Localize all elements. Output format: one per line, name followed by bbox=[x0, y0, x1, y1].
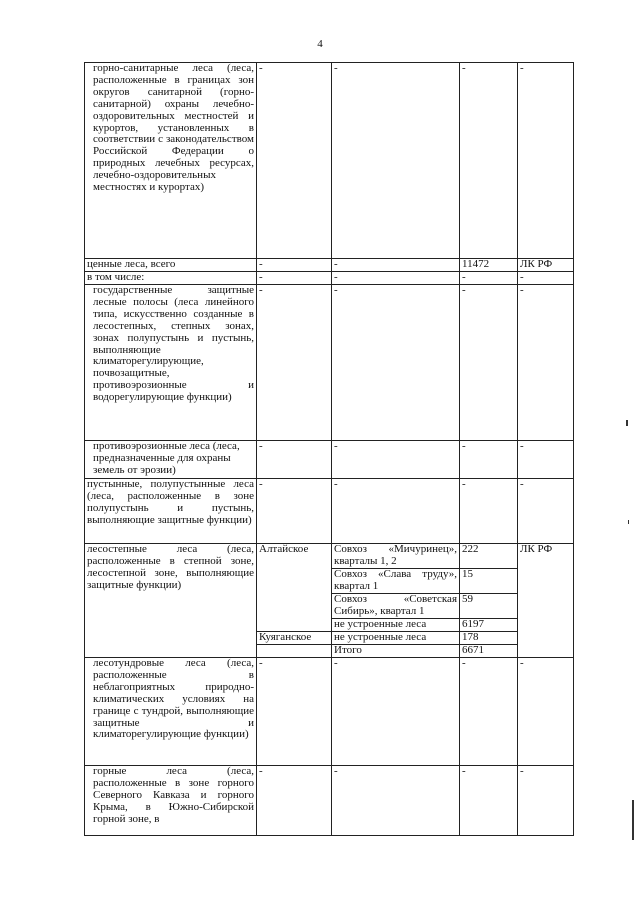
location-cell: - bbox=[332, 658, 460, 766]
basis-cell: - bbox=[518, 285, 574, 441]
category-cell: противоэрозионные леса (леса, предназначенные для охраны земель от эрозии) bbox=[85, 441, 257, 479]
table-row bbox=[85, 285, 574, 441]
table-row bbox=[85, 441, 574, 479]
forestry-cell: - bbox=[257, 63, 332, 259]
table-row bbox=[85, 479, 574, 544]
forestry-cell: - bbox=[257, 259, 332, 272]
area-cell: 178 bbox=[460, 632, 518, 645]
area-cell: - bbox=[460, 766, 518, 836]
forestry-cell: Алтайское bbox=[257, 544, 332, 632]
basis-cell: - bbox=[518, 441, 574, 479]
area-cell: 222 bbox=[460, 544, 518, 569]
table-row bbox=[85, 658, 574, 766]
location-cell: - bbox=[332, 285, 460, 441]
forestry-cell: - bbox=[257, 285, 332, 441]
basis-cell: ЛК РФ bbox=[518, 259, 574, 272]
scan-artifact bbox=[628, 520, 629, 524]
location-cell: не устроенные леса bbox=[332, 619, 460, 632]
scan-artifact bbox=[632, 800, 634, 840]
forest-categories-table bbox=[84, 62, 574, 836]
forestry-cell: - bbox=[257, 766, 332, 836]
basis-cell: - bbox=[518, 479, 574, 544]
basis-cell: - bbox=[518, 272, 574, 285]
location-cell: Итого bbox=[332, 645, 460, 658]
table-row bbox=[85, 63, 574, 259]
area-cell: - bbox=[460, 272, 518, 285]
forestry-cell: - bbox=[257, 658, 332, 766]
area-cell: - bbox=[460, 479, 518, 544]
location-cell: Совхоз «Мичуринец», кварталы 1, 2 bbox=[332, 544, 460, 569]
category-cell: лесостепные леса (леса, расположенные в степной зоне, лесостепной зоне, выполняющие защитные функции) bbox=[85, 544, 257, 658]
area-cell: - bbox=[460, 285, 518, 441]
page-number: 4 bbox=[317, 38, 323, 50]
area-cell: 6197 bbox=[460, 619, 518, 632]
area-cell: - bbox=[460, 63, 518, 259]
category-cell: государственные защитные лесные полосы (леса линейного типа, искусственно созданные в лесостепных, степных зонах, зонах полупустынь и пустынь, выполняющие климаторегулирующие, почвозащитные, противоэрозионные и водорегулирующие функции) bbox=[85, 285, 257, 441]
basis-cell: - bbox=[518, 766, 574, 836]
scan-artifact bbox=[626, 420, 628, 426]
location-cell: - bbox=[332, 766, 460, 836]
location-cell: Совхоз «Советская Сибирь», квартал 1 bbox=[332, 594, 460, 619]
table-row bbox=[85, 272, 574, 285]
category-cell: пустынные, полупустынные леса (леса, расположенные в зоне полупустынь и пустынь, выполняющие защитные функции) bbox=[85, 479, 257, 544]
location-cell: - bbox=[332, 63, 460, 259]
table-row bbox=[85, 544, 574, 569]
area-cell: 59 bbox=[460, 594, 518, 619]
location-cell: Совхоз «Слава труду», квартал 1 bbox=[332, 569, 460, 594]
table-row bbox=[85, 259, 574, 272]
category-cell: горно-санитарные леса (леса, расположенные в границах зон округов санитарной (горно-санитарной) охраны лечебно-оздоровительных местностей и курортов, установленных в соответствии с законодательством Российской Федерации о природных лечебных ресурсах, лечебно-оздоровительных местностях и курортах) bbox=[85, 63, 257, 259]
area-cell: - bbox=[460, 658, 518, 766]
basis-cell: - bbox=[518, 63, 574, 259]
forestry-cell: - bbox=[257, 272, 332, 285]
forestry-cell: - bbox=[257, 479, 332, 544]
category-cell: лесотундровые леса (леса, расположенные в неблагоприятных природно-климатических условиях на границе с тундрой, выполняющие защитные и климаторегулирующие функции) bbox=[85, 658, 257, 766]
location-cell: - bbox=[332, 259, 460, 272]
basis-cell: ЛК РФ bbox=[518, 544, 574, 658]
category-cell: ценные леса, всего bbox=[85, 259, 257, 272]
table-row bbox=[85, 766, 574, 836]
area-cell: 11472 bbox=[460, 259, 518, 272]
area-cell: 15 bbox=[460, 569, 518, 594]
forestry-cell: - bbox=[257, 441, 332, 479]
basis-cell: - bbox=[518, 658, 574, 766]
location-cell: - bbox=[332, 441, 460, 479]
location-cell: - bbox=[332, 479, 460, 544]
area-cell: - bbox=[460, 441, 518, 479]
category-cell: в том числе: bbox=[85, 272, 257, 285]
location-cell: не устроенные леса bbox=[332, 632, 460, 645]
total-label-cell bbox=[257, 645, 332, 658]
forestry-cell: Куяганское bbox=[257, 632, 332, 645]
category-cell: горные леса (леса, расположенные в зоне горного Северного Кавказа и горного Крыма, в Южно-Сибирской горной зоне, в bbox=[85, 766, 257, 836]
location-cell: - bbox=[332, 272, 460, 285]
area-cell: 6671 bbox=[460, 645, 518, 658]
